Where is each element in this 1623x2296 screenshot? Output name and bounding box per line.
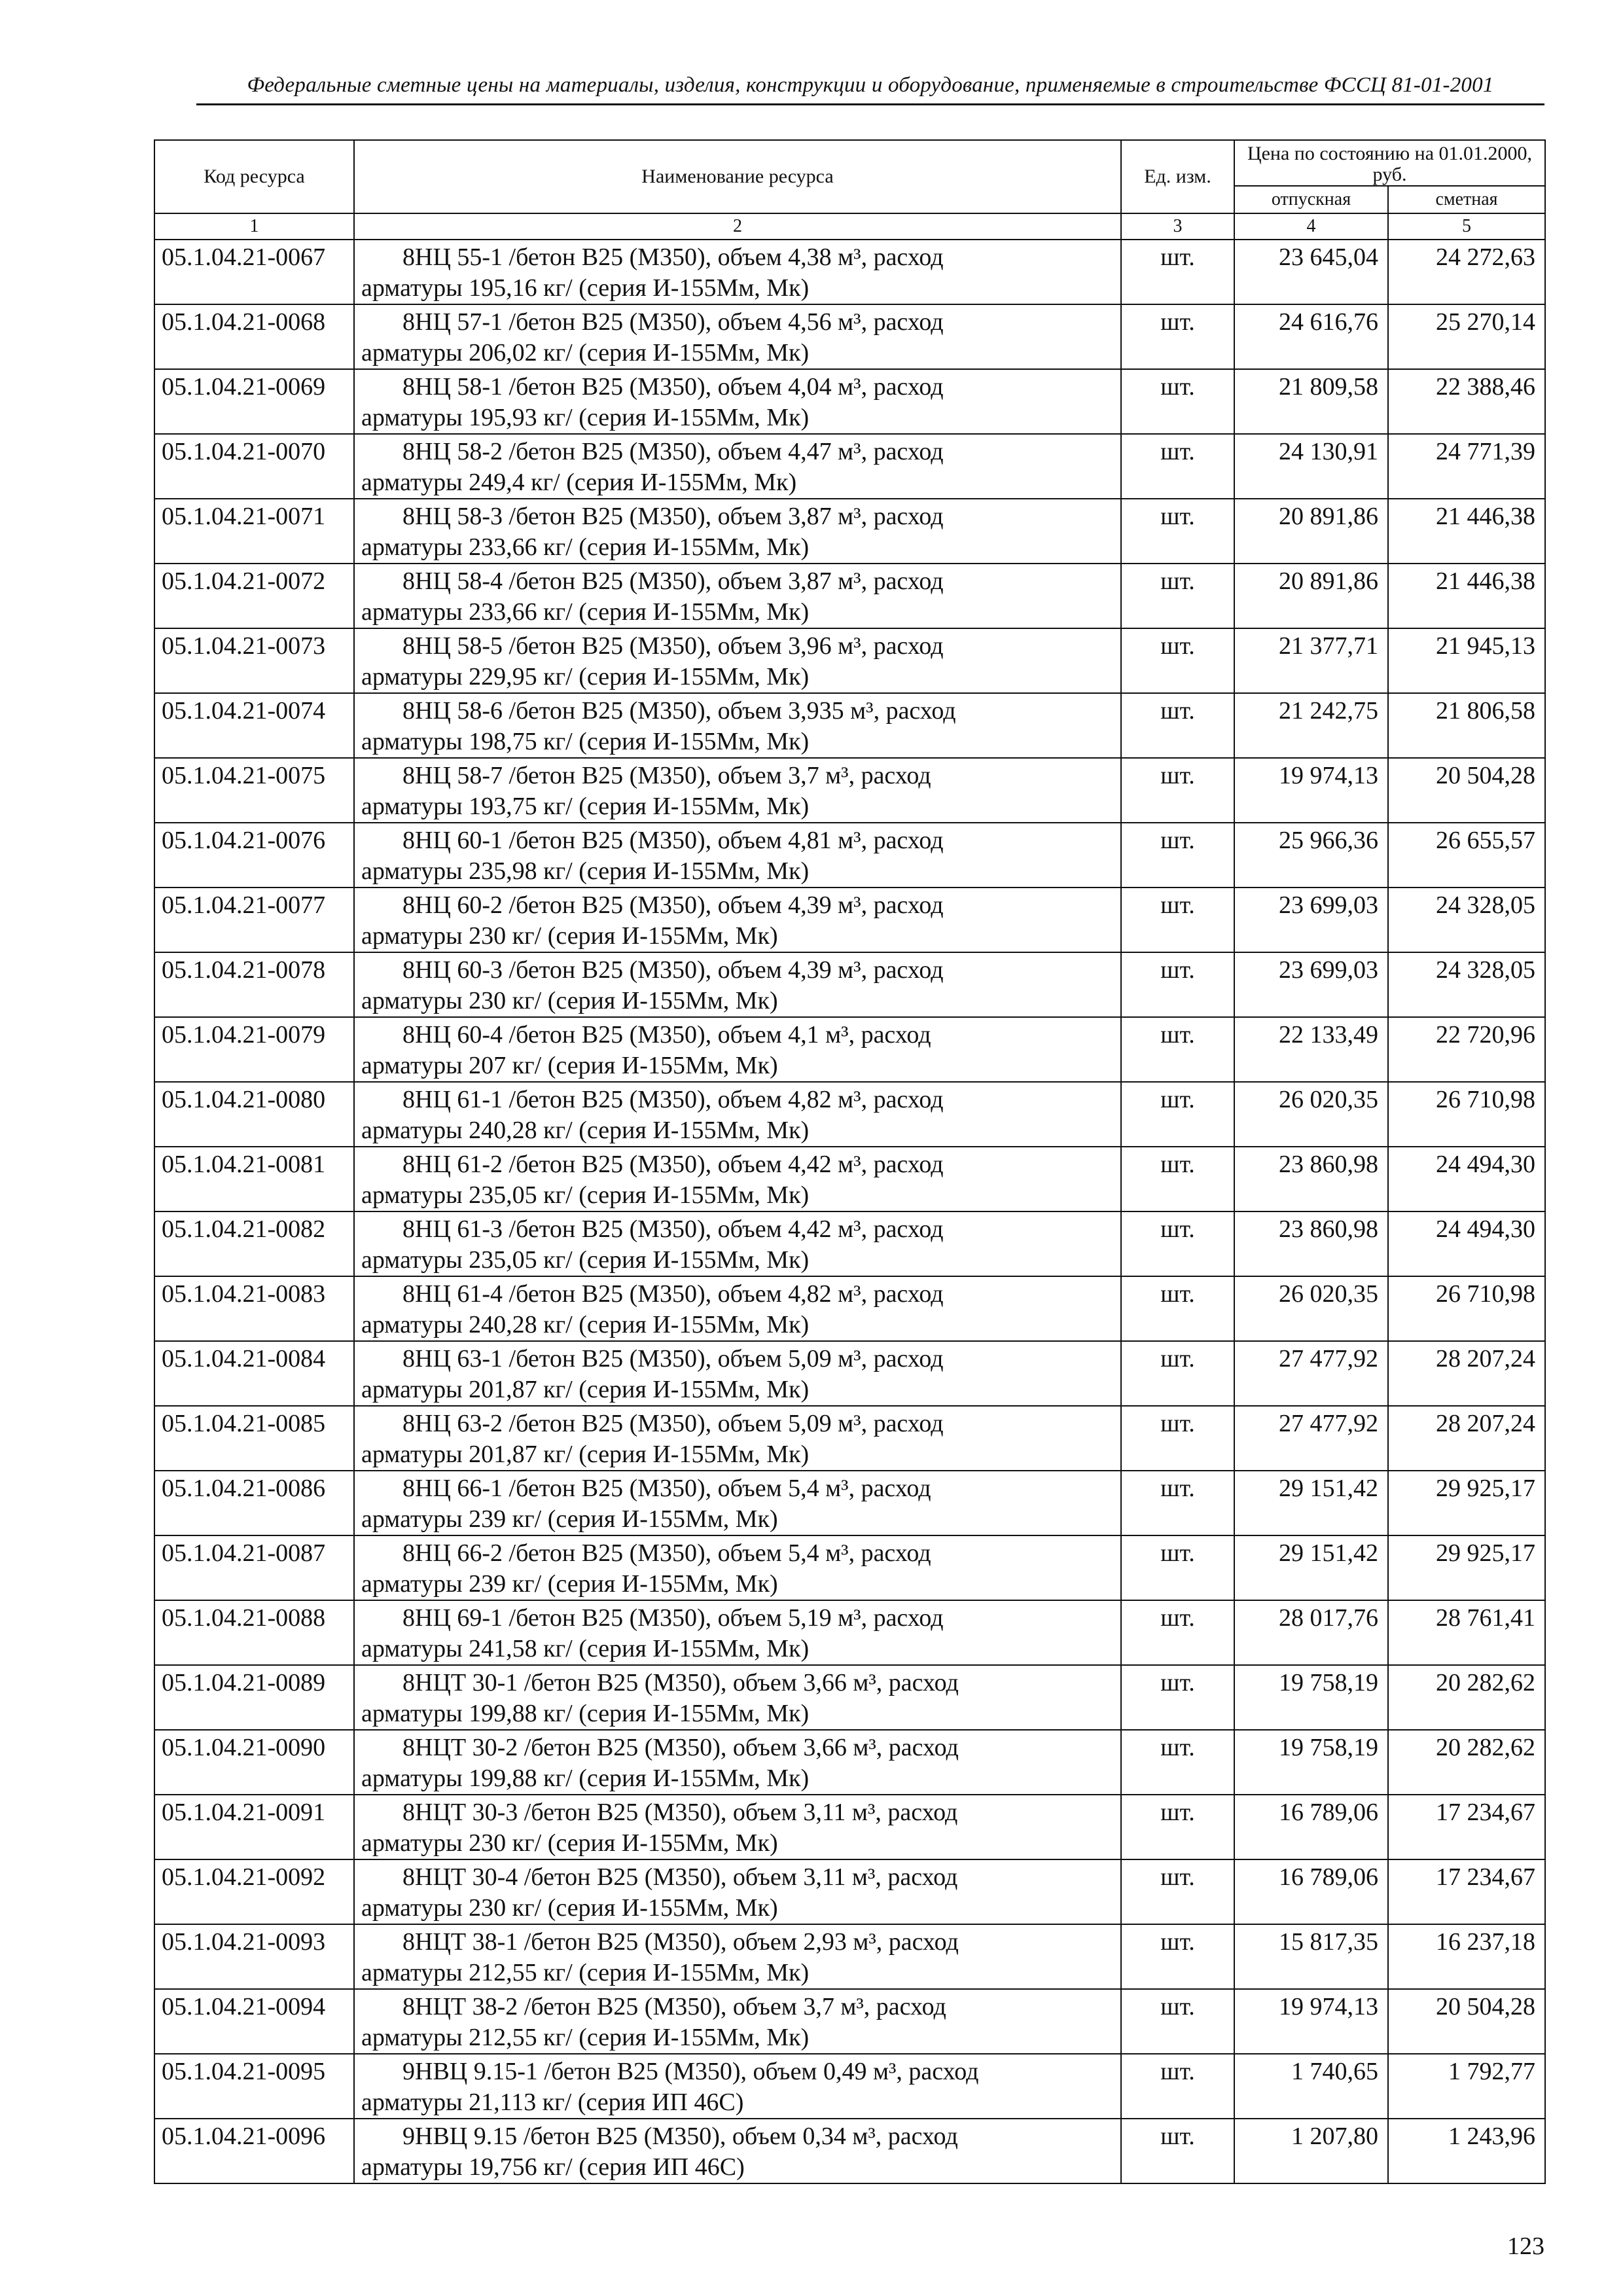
running-header: Федеральные сметные цены на материалы, изделия, конструкции и оборудование, применяемые в строительстве ФССЦ 81-01-2001 [247, 73, 1494, 97]
estimate-price: 20 282,62 [1388, 1730, 1545, 1795]
estimate-price: 22 388,46 [1388, 369, 1545, 434]
resource-name-line: 9НВЦ 9.15 /бетон В25 (М350), объем 0,34 м³, расход [402, 2123, 958, 2150]
estimate-price: 16 237,18 [1388, 1924, 1545, 1989]
table-row [154, 1795, 1545, 1859]
resource-name-line: 8НЦ 58-3 /бетон В25 (М350), объем 3,87 м³, расход [402, 503, 944, 530]
resource-name-line: арматуры 230 кг/ (серия И-155Мм, Мк) [361, 1829, 778, 1857]
resource-code: 05.1.04.21-0094 [154, 1989, 354, 2054]
column-number: 4 [1234, 213, 1388, 240]
resource-name [354, 2054, 1121, 2119]
table-row [154, 1665, 1545, 1730]
header-release-price: отпускная [1234, 186, 1388, 213]
table-row [154, 1924, 1545, 1989]
resource-name-line: 8НЦ 61-3 /бетон В25 (М350), объем 4,42 м³, расход [402, 1215, 944, 1243]
resource-name-line: арматуры 199,88 кг/ (серия И-155Мм, Мк) [361, 1765, 810, 1792]
release-price: 22 133,49 [1234, 1017, 1388, 1082]
estimate-price: 26 710,98 [1388, 1276, 1545, 1341]
unit: шт. [1121, 1600, 1234, 1665]
resource-name-line: 8НЦ 60-1 /бетон В25 (М350), объем 4,81 м³, расход [402, 827, 944, 854]
resource-code: 05.1.04.21-0091 [154, 1795, 354, 1859]
column-number: 3 [1121, 213, 1234, 240]
resource-name-line: арматуры 195,16 кг/ (серия И-155Мм, Мк) [361, 274, 810, 302]
resource-name-line: арматуры 240,28 кг/ (серия И-155Мм, Мк) [361, 1117, 810, 1144]
resource-name [354, 304, 1121, 369]
table-row [154, 1600, 1545, 1665]
resource-name-line: арматуры 235,05 кг/ (серия И-155Мм, Мк) [361, 1246, 810, 1274]
release-price: 27 477,92 [1234, 1406, 1388, 1471]
resource-name-line: 8НЦ 63-1 /бетон В25 (М350), объем 5,09 м³, расход [402, 1345, 944, 1372]
resource-name [354, 1082, 1121, 1147]
resource-code: 05.1.04.21-0073 [154, 628, 354, 693]
resource-name-line: 8НЦТ 38-2 /бетон В25 (М350), объем 3,7 м³, расход [402, 1993, 946, 2020]
unit: шт. [1121, 1924, 1234, 1989]
resource-name [354, 564, 1121, 628]
resource-code: 05.1.04.21-0090 [154, 1730, 354, 1795]
unit: шт. [1121, 1406, 1234, 1471]
resource-name-line: арматуры 19,756 кг/ (серия ИП 46С) [361, 2153, 745, 2181]
resource-code: 05.1.04.21-0095 [154, 2054, 354, 2119]
release-price: 16 789,06 [1234, 1795, 1388, 1859]
estimate-price: 1 792,77 [1388, 2054, 1545, 2119]
resource-name-line: 8НЦ 58-5 /бетон В25 (М350), объем 3,96 м³, расход [402, 632, 944, 660]
resource-code: 05.1.04.21-0072 [154, 564, 354, 628]
release-price: 19 758,19 [1234, 1730, 1388, 1795]
unit: шт. [1121, 1859, 1234, 1924]
header-price: Цена по состоянию на 01.01.2000, руб. [1234, 140, 1545, 186]
resource-name [354, 240, 1121, 304]
resource-name-line: 8НЦТ 30-4 /бетон В25 (М350), объем 3,11 м³, расход [402, 1863, 958, 1891]
resource-name-line: 8НЦ 57-1 /бетон В25 (М350), объем 4,56 м³, расход [402, 308, 944, 336]
resource-name-line: 8НЦТ 30-1 /бетон В25 (М350), объем 3,66 м³, расход [402, 1669, 959, 1696]
resource-code: 05.1.04.21-0074 [154, 693, 354, 758]
estimate-price: 22 720,96 [1388, 1017, 1545, 1082]
resource-name-line: 8НЦ 58-6 /бетон В25 (М350), объем 3,935 м³, расход [402, 697, 956, 725]
unit: шт. [1121, 1341, 1234, 1406]
resource-name-line: 8НЦ 61-2 /бетон В25 (М350), объем 4,42 м³, расход [402, 1151, 944, 1178]
resource-name-line: 8НЦТ 38-1 /бетон В25 (М350), объем 2,93 м³, расход [402, 1928, 959, 1956]
unit: шт. [1121, 1211, 1234, 1276]
unit: шт. [1121, 1989, 1234, 2054]
estimate-price: 21 945,13 [1388, 628, 1545, 693]
unit: шт. [1121, 1471, 1234, 1535]
estimate-price: 20 282,62 [1388, 1665, 1545, 1730]
resource-name-line: арматуры 235,98 кг/ (серия И-155Мм, Мк) [361, 857, 810, 885]
header-unit: Ед. изм. [1121, 140, 1234, 213]
resource-name-line: 8НЦ 66-1 /бетон В25 (М350), объем 5,4 м³, расход [402, 1475, 931, 1502]
resource-code: 05.1.04.21-0082 [154, 1211, 354, 1276]
release-price: 20 891,86 [1234, 564, 1388, 628]
table-row [154, 2119, 1545, 2183]
unit: шт. [1121, 693, 1234, 758]
resource-name-line: 8НЦ 55-1 /бетон В25 (М350), объем 4,38 м³, расход [402, 243, 944, 271]
table-row [154, 888, 1545, 952]
resource-name-line: арматуры 212,55 кг/ (серия И-155Мм, Мк) [361, 2024, 810, 2051]
release-price: 19 974,13 [1234, 1989, 1388, 2054]
price-table [154, 139, 1546, 2184]
resource-name [354, 1471, 1121, 1535]
resource-code: 05.1.04.21-0092 [154, 1859, 354, 1924]
release-price: 1 207,80 [1234, 2119, 1388, 2183]
release-price: 23 645,04 [1234, 240, 1388, 304]
unit: шт. [1121, 434, 1234, 499]
resource-name [354, 1665, 1121, 1730]
estimate-price: 28 207,24 [1388, 1341, 1545, 1406]
estimate-price: 24 494,30 [1388, 1147, 1545, 1211]
resource-name [354, 1406, 1121, 1471]
release-price: 23 699,03 [1234, 952, 1388, 1017]
column-number: 5 [1388, 213, 1545, 240]
table-row [154, 758, 1545, 823]
table-row [154, 1535, 1545, 1600]
unit: шт. [1121, 1535, 1234, 1600]
estimate-price: 25 270,14 [1388, 304, 1545, 369]
resource-name [354, 693, 1121, 758]
page-number: 123 [1507, 2233, 1544, 2260]
estimate-price: 26 710,98 [1388, 1082, 1545, 1147]
release-price: 29 151,42 [1234, 1535, 1388, 1600]
table-row [154, 1406, 1545, 1471]
column-number: 1 [154, 213, 354, 240]
resource-name [354, 499, 1121, 564]
release-price: 24 130,91 [1234, 434, 1388, 499]
resource-name [354, 628, 1121, 693]
release-price: 23 860,98 [1234, 1147, 1388, 1211]
table-row [154, 1730, 1545, 1795]
resource-name [354, 823, 1121, 888]
table-row [154, 2054, 1545, 2119]
table-row [154, 693, 1545, 758]
release-price: 23 860,98 [1234, 1211, 1388, 1276]
table-row [154, 369, 1545, 434]
resource-code: 05.1.04.21-0075 [154, 758, 354, 823]
resource-name-line: арматуры 233,66 кг/ (серия И-155Мм, Мк) [361, 598, 810, 626]
resource-code: 05.1.04.21-0070 [154, 434, 354, 499]
resource-code: 05.1.04.21-0084 [154, 1341, 354, 1406]
resource-name-line: арматуры 249,4 кг/ (серия И-155Мм, Мк) [361, 469, 797, 496]
resource-name [354, 1795, 1121, 1859]
resource-name [354, 888, 1121, 952]
resource-name [354, 1341, 1121, 1406]
unit: шт. [1121, 564, 1234, 628]
resource-name [354, 1989, 1121, 2054]
table-row [154, 499, 1545, 564]
resource-name-line: арматуры 230 кг/ (серия И-155Мм, Мк) [361, 922, 778, 950]
table-row [154, 564, 1545, 628]
estimate-price: 29 925,17 [1388, 1471, 1545, 1535]
estimate-price: 17 234,67 [1388, 1859, 1545, 1924]
resource-code: 05.1.04.21-0071 [154, 499, 354, 564]
table-row [154, 434, 1545, 499]
resource-code: 05.1.04.21-0069 [154, 369, 354, 434]
resource-name-line: арматуры 229,95 кг/ (серия И-155Мм, Мк) [361, 663, 810, 691]
estimate-price: 21 446,38 [1388, 564, 1545, 628]
release-price: 24 616,76 [1234, 304, 1388, 369]
unit: шт. [1121, 1730, 1234, 1795]
resource-code: 05.1.04.21-0083 [154, 1276, 354, 1341]
resource-name-line: 8НЦ 63-2 /бетон В25 (М350), объем 5,09 м³, расход [402, 1410, 944, 1437]
table-row [154, 1017, 1545, 1082]
table-row [154, 1147, 1545, 1211]
release-price: 28 017,76 [1234, 1600, 1388, 1665]
table-row [154, 823, 1545, 888]
unit: шт. [1121, 1276, 1234, 1341]
resource-name-line: 8НЦ 60-3 /бетон В25 (М350), объем 4,39 м³, расход [402, 956, 944, 984]
resource-name [354, 1535, 1121, 1600]
unit: шт. [1121, 952, 1234, 1017]
header-code: Код ресурса [154, 140, 354, 213]
resource-name [354, 758, 1121, 823]
release-price: 26 020,35 [1234, 1082, 1388, 1147]
resource-code: 05.1.04.21-0079 [154, 1017, 354, 1082]
resource-name-line: 8НЦ 61-1 /бетон В25 (М350), объем 4,82 м³, расход [402, 1086, 944, 1113]
resource-name-line: арматуры 201,87 кг/ (серия И-155Мм, Мк) [361, 1441, 810, 1468]
resource-name [354, 1859, 1121, 1924]
resource-name [354, 1147, 1121, 1211]
table-row [154, 304, 1545, 369]
release-price: 1 740,65 [1234, 2054, 1388, 2119]
unit: шт. [1121, 1795, 1234, 1859]
table-row [154, 1859, 1545, 1924]
unit: шт. [1121, 240, 1234, 304]
estimate-price: 28 761,41 [1388, 1600, 1545, 1665]
estimate-price: 26 655,57 [1388, 823, 1545, 888]
resource-code: 05.1.04.21-0085 [154, 1406, 354, 1471]
table-row [154, 240, 1545, 304]
resource-name [354, 369, 1121, 434]
resource-name-line: арматуры 21,113 кг/ (серия ИП 46С) [361, 2089, 744, 2116]
resource-code: 05.1.04.21-0067 [154, 240, 354, 304]
resource-name-line: 8НЦ 69-1 /бетон В25 (М350), объем 5,19 м³, расход [402, 1604, 944, 1632]
resource-name [354, 2119, 1121, 2183]
resource-name-line: 8НЦТ 30-2 /бетон В25 (М350), объем 3,66 м³, расход [402, 1734, 959, 1761]
resource-name-line: арматуры 212,55 кг/ (серия И-155Мм, Мк) [361, 1959, 810, 1986]
resource-name-line: арматуры 239 кг/ (серия И-155Мм, Мк) [361, 1505, 778, 1533]
estimate-price: 24 328,05 [1388, 888, 1545, 952]
unit: шт. [1121, 1017, 1234, 1082]
estimate-price: 29 925,17 [1388, 1535, 1545, 1600]
release-price: 20 891,86 [1234, 499, 1388, 564]
estimate-price: 17 234,67 [1388, 1795, 1545, 1859]
resource-name [354, 1276, 1121, 1341]
estimate-price: 20 504,28 [1388, 758, 1545, 823]
resource-name-line: 8НЦ 58-2 /бетон В25 (М350), объем 4,47 м³, расход [402, 438, 944, 465]
unit: шт. [1121, 888, 1234, 952]
resource-name-line: 8НЦ 58-7 /бетон В25 (М350), объем 3,7 м³, расход [402, 762, 931, 789]
resource-name [354, 1600, 1121, 1665]
estimate-price: 28 207,24 [1388, 1406, 1545, 1471]
unit: шт. [1121, 369, 1234, 434]
resource-name-line: арматуры 207 кг/ (серия И-155Мм, Мк) [361, 1052, 778, 1079]
resource-code: 05.1.04.21-0087 [154, 1535, 354, 1600]
resource-name-line: 8НЦТ 30-3 /бетон В25 (М350), объем 3,11 м³, расход [402, 1799, 958, 1826]
resource-name-line: арматуры 240,28 кг/ (серия И-155Мм, Мк) [361, 1311, 810, 1338]
resource-name [354, 1730, 1121, 1795]
unit: шт. [1121, 1082, 1234, 1147]
resource-name-line: арматуры 193,75 кг/ (серия И-155Мм, Мк) [361, 793, 810, 820]
resource-name-line: арматуры 235,05 кг/ (серия И-155Мм, Мк) [361, 1181, 810, 1209]
resource-name-line: арматуры 195,93 кг/ (серия И-155Мм, Мк) [361, 404, 810, 431]
resource-name [354, 1017, 1121, 1082]
resource-code: 05.1.04.21-0076 [154, 823, 354, 888]
unit: шт. [1121, 304, 1234, 369]
unit: шт. [1121, 628, 1234, 693]
release-price: 15 817,35 [1234, 1924, 1388, 1989]
resource-name-line: 8НЦ 60-4 /бетон В25 (М350), объем 4,1 м³, расход [402, 1021, 931, 1049]
resource-name-line: 8НЦ 58-1 /бетон В25 (М350), объем 4,04 м³, расход [402, 373, 944, 401]
resource-name-line: 9НВЦ 9.15-1 /бетон В25 (М350), объем 0,49 м³, расход [402, 2058, 979, 2085]
estimate-price: 24 494,30 [1388, 1211, 1545, 1276]
unit: шт. [1121, 2054, 1234, 2119]
estimate-price: 24 272,63 [1388, 240, 1545, 304]
release-price: 16 789,06 [1234, 1859, 1388, 1924]
resource-name [354, 952, 1121, 1017]
resource-name-line: арматуры 233,66 кг/ (серия И-155Мм, Мк) [361, 533, 810, 561]
header-estimate-price: сметная [1388, 186, 1545, 213]
resource-code: 05.1.04.21-0089 [154, 1665, 354, 1730]
resource-name [354, 1924, 1121, 1989]
release-price: 21 809,58 [1234, 369, 1388, 434]
estimate-price: 24 771,39 [1388, 434, 1545, 499]
resource-name [354, 1211, 1121, 1276]
resource-name-line: арматуры 206,02 кг/ (серия И-155Мм, Мк) [361, 339, 810, 367]
resource-name-line: арматуры 198,75 кг/ (серия И-155Мм, Мк) [361, 728, 810, 755]
resource-code: 05.1.04.21-0096 [154, 2119, 354, 2183]
unit: шт. [1121, 499, 1234, 564]
resource-name-line: арматуры 239 кг/ (серия И-155Мм, Мк) [361, 1570, 778, 1598]
release-price: 26 020,35 [1234, 1276, 1388, 1341]
resource-name-line: арматуры 241,58 кг/ (серия И-155Мм, Мк) [361, 1635, 810, 1662]
resource-name-line: 8НЦ 60-2 /бетон В25 (М350), объем 4,39 м³, расход [402, 891, 944, 919]
resource-name-line: арматуры 230 кг/ (серия И-155Мм, Мк) [361, 987, 778, 1014]
estimate-price: 1 243,96 [1388, 2119, 1545, 2183]
resource-code: 05.1.04.21-0080 [154, 1082, 354, 1147]
resource-name-line: арматуры 199,88 кг/ (серия И-155Мм, Мк) [361, 1700, 810, 1727]
table-row [154, 1989, 1545, 2054]
table-row [154, 1082, 1545, 1147]
header-name: Наименование ресурса [354, 140, 1121, 213]
release-price: 27 477,92 [1234, 1341, 1388, 1406]
unit: шт. [1121, 758, 1234, 823]
resource-name-line: 8НЦ 58-4 /бетон В25 (М350), объем 3,87 м³, расход [402, 567, 944, 595]
release-price: 29 151,42 [1234, 1471, 1388, 1535]
table-row [154, 1341, 1545, 1406]
estimate-price: 21 806,58 [1388, 693, 1545, 758]
resource-code: 05.1.04.21-0068 [154, 304, 354, 369]
resource-code: 05.1.04.21-0086 [154, 1471, 354, 1535]
resource-name-line: 8НЦ 66-2 /бетон В25 (М350), объем 5,4 м³, расход [402, 1539, 931, 1567]
resource-code: 05.1.04.21-0093 [154, 1924, 354, 1989]
table-row [154, 1211, 1545, 1276]
estimate-price: 24 328,05 [1388, 952, 1545, 1017]
resource-name [354, 434, 1121, 499]
table-row [154, 1276, 1545, 1341]
header-rule [196, 103, 1544, 105]
unit: шт. [1121, 2119, 1234, 2183]
release-price: 25 966,36 [1234, 823, 1388, 888]
estimate-price: 21 446,38 [1388, 499, 1545, 564]
resource-name-line: арматуры 201,87 кг/ (серия И-155Мм, Мк) [361, 1376, 810, 1403]
unit: шт. [1121, 1147, 1234, 1211]
table-row [154, 952, 1545, 1017]
column-number: 2 [354, 213, 1121, 240]
release-price: 19 758,19 [1234, 1665, 1388, 1730]
release-price: 23 699,03 [1234, 888, 1388, 952]
unit: шт. [1121, 823, 1234, 888]
resource-name-line: 8НЦ 61-4 /бетон В25 (М350), объем 4,82 м³, расход [402, 1280, 944, 1308]
release-price: 21 242,75 [1234, 693, 1388, 758]
resource-code: 05.1.04.21-0088 [154, 1600, 354, 1665]
release-price: 21 377,71 [1234, 628, 1388, 693]
resource-code: 05.1.04.21-0077 [154, 888, 354, 952]
unit: шт. [1121, 1665, 1234, 1730]
resource-name-line: арматуры 230 кг/ (серия И-155Мм, Мк) [361, 1894, 778, 1922]
release-price: 19 974,13 [1234, 758, 1388, 823]
resource-code: 05.1.04.21-0081 [154, 1147, 354, 1211]
table-row [154, 1471, 1545, 1535]
estimate-price: 20 504,28 [1388, 1989, 1545, 2054]
table-row [154, 628, 1545, 693]
resource-code: 05.1.04.21-0078 [154, 952, 354, 1017]
